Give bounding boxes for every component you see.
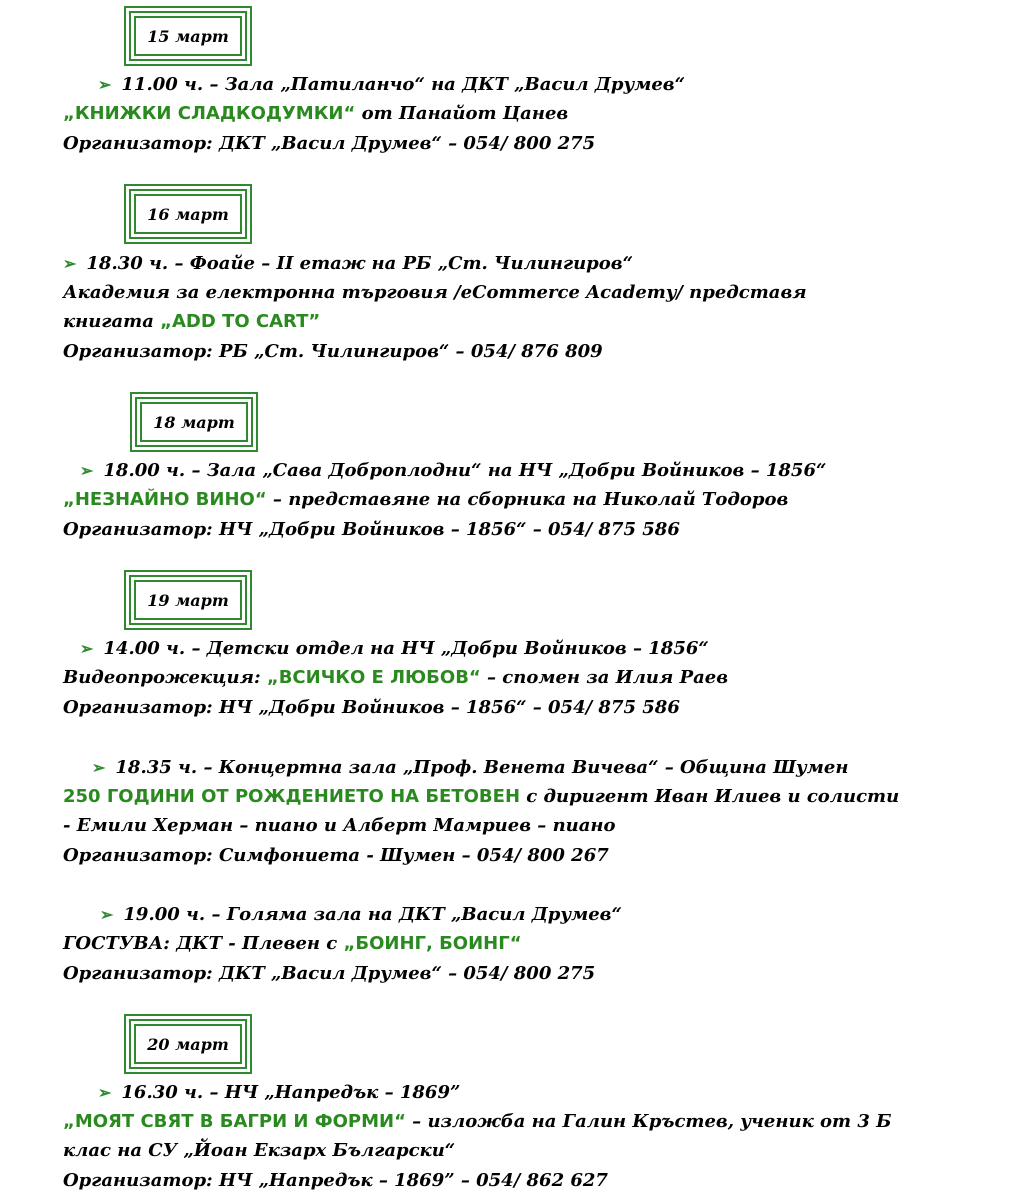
event-time-line: ➢ 18.35 ч. – Концертна зала „Проф. Венета Вичева“ – Община Шумен <box>92 757 849 778</box>
event-organizer: Организатор: НЧ „Напредък – 1869” – 054/ 862 627 <box>63 1170 608 1191</box>
event-description: с диригент Иван Илиев и солисти <box>520 786 900 807</box>
date-box <box>124 184 252 244</box>
event-description: - Емили Херман – пиано и Алберт Мамриев – пиано <box>63 815 616 836</box>
date-label: 18 март <box>153 412 235 432</box>
arrow-bullet-icon: ➢ <box>92 758 106 777</box>
event-title: 250 ГОДИНИ ОТ РОЖДЕНИЕТО НА БЕТОВЕН <box>63 786 521 807</box>
event-title-line <box>63 1111 892 1133</box>
date-label: 16 март <box>147 204 229 224</box>
arrow-bullet-icon: ➢ <box>80 461 94 480</box>
date-box <box>124 6 252 66</box>
event-title-line: книгата „ADD TO CART” <box>63 311 321 332</box>
event-organizer: Организатор: НЧ „Добри Войников – 1856“ – 054/ 875 586 <box>63 519 680 540</box>
arrow-bullet-icon: ➢ <box>98 1083 112 1102</box>
date-box <box>124 1014 252 1074</box>
arrow-bullet-icon: ➢ <box>98 75 112 94</box>
event-title: „МОЯТ СВЯТ В БАГРИ И ФОРМИ“ <box>63 1111 406 1132</box>
event-organizer: Организатор: Симфониета - Шумен – 054/ 800 267 <box>63 845 609 866</box>
arrow-bullet-icon: ➢ <box>80 639 94 658</box>
event-title-line <box>63 103 568 125</box>
event-time-line: ➢ 19.00 ч. – Голяма зала на ДКТ „Васил Друмев“ <box>100 904 622 925</box>
event-description: Академия за електронна търговия /eCommerce Academy/ представя <box>63 282 807 303</box>
event-title: „НЕЗНАЙНО ВИНО“ <box>63 489 267 510</box>
event-title-line: ГОСТУВА: ДКТ - Плевен с „БОИНГ, БОИНГ“ <box>63 933 522 954</box>
date-box <box>124 570 252 630</box>
event-title: „ВСИЧКО Е ЛЮБОВ“ <box>266 667 481 688</box>
event-time-line: ➢ 11.00 ч. – Зала „Патиланчо“ на ДКТ „Васил Друмев“ <box>98 74 685 95</box>
event-title: „БОИНГ, БОИНГ“ <box>343 933 522 954</box>
event-description: – представяне на сборника на Николай Тодоров <box>266 489 789 510</box>
date-label: 19 март <box>147 590 229 610</box>
event-organizer: Организатор: РБ „Ст. Чилингиров“ – 054/ 876 809 <box>63 341 603 362</box>
event-description: – изложба на Галин Кръстев, ученик от 3 Б <box>405 1111 892 1132</box>
event-title: „КНИЖКИ СЛАДКОДУМКИ“ <box>63 103 356 124</box>
event-organizer: Организатор: ДКТ „Васил Друмев“ – 054/ 800 275 <box>63 963 596 984</box>
event-title: „ADD TO CART” <box>160 311 321 332</box>
event-title-line <box>63 786 899 808</box>
event-title-line: Видеопрожекция: „ВСИЧКО Е ЛЮБОВ“ – спомен за Илия Раев <box>63 667 729 688</box>
date-label: 20 март <box>147 1034 229 1054</box>
arrow-bullet-icon: ➢ <box>63 254 77 273</box>
event-time-line: ➢ 18.30 ч. – Фоайе – II етаж на РБ „Ст. Чилингиров“ <box>63 253 633 274</box>
date-box <box>130 392 258 452</box>
event-time-line: ➢ 14.00 ч. – Детски отдел на НЧ „Добри Войников – 1856“ <box>80 638 709 659</box>
arrow-bullet-icon: ➢ <box>100 905 114 924</box>
event-description: от Панайот Цанев <box>355 103 569 124</box>
event-time-line: ➢ 18.00 ч. – Зала „Сава Доброплодни“ на НЧ „Добри Войников – 1856“ <box>80 460 827 481</box>
event-organizer: Организатор: НЧ „Добри Войников – 1856“ – 054/ 875 586 <box>63 697 680 718</box>
date-label: 15 март <box>147 26 229 46</box>
event-description: клас на СУ „Йоан Екзарх Български“ <box>63 1140 456 1161</box>
event-time-line: ➢ 16.30 ч. – НЧ „Напредък – 1869” <box>98 1082 461 1103</box>
event-organizer: Организатор: ДКТ „Васил Друмев“ – 054/ 800 275 <box>63 133 596 154</box>
event-description: – спомен за Илия Раев <box>480 667 729 688</box>
event-title-line <box>63 489 788 511</box>
